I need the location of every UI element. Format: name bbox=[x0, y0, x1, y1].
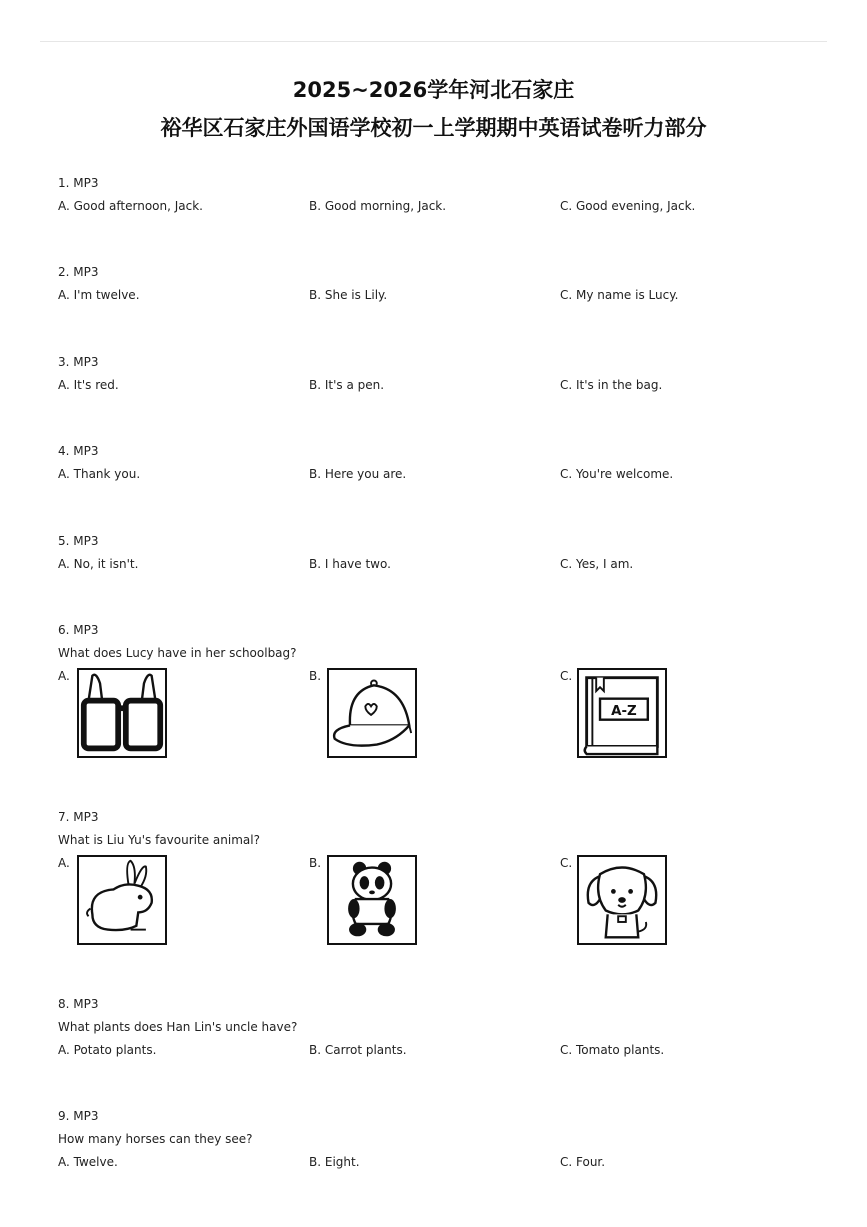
option-a[interactable]: A. No, it isn't. bbox=[58, 557, 139, 571]
option-a[interactable]: A. Twelve. bbox=[58, 1155, 118, 1169]
page-title-line2: 裕华区石家庄外国语学校初一上学期期中英语试卷听力部分 bbox=[160, 116, 707, 140]
question-stem: How many horses can they see? bbox=[58, 1132, 253, 1146]
option-a[interactable]: A. Potato plants. bbox=[58, 1043, 157, 1057]
option-c-label[interactable]: C. bbox=[560, 669, 573, 683]
option-b[interactable]: B. Good morning, Jack. bbox=[309, 199, 447, 213]
option-c[interactable]: C. Good evening, Jack. bbox=[560, 199, 696, 213]
question-number: 9. MP3 bbox=[58, 1109, 99, 1123]
cap-icon[interactable] bbox=[327, 668, 417, 758]
option-b[interactable]: B. It's a pen. bbox=[309, 378, 385, 392]
top-divider bbox=[40, 41, 827, 42]
glasses-icon[interactable] bbox=[77, 668, 167, 758]
question-number: 2. MP3 bbox=[58, 265, 99, 279]
option-c[interactable]: C. Four. bbox=[560, 1155, 606, 1169]
option-c[interactable]: C. Yes, I am. bbox=[560, 557, 634, 571]
option-b[interactable]: B. She is Lily. bbox=[309, 288, 388, 302]
option-a[interactable]: A. Thank you. bbox=[58, 467, 141, 481]
rabbit-icon[interactable] bbox=[77, 855, 167, 945]
option-c[interactable]: C. My name is Lucy. bbox=[560, 288, 679, 302]
option-c[interactable]: C. Tomato plants. bbox=[560, 1043, 665, 1057]
option-b-label[interactable]: B. bbox=[309, 669, 322, 683]
option-c[interactable]: C. It's in the bag. bbox=[560, 378, 663, 392]
option-b-label[interactable]: B. bbox=[309, 856, 322, 870]
question-number: 6. MP3 bbox=[58, 623, 99, 637]
dictionary-book-icon[interactable] bbox=[577, 668, 667, 758]
option-a-label[interactable]: A. bbox=[58, 669, 70, 683]
question-stem: What does Lucy have in her schoolbag? bbox=[58, 646, 297, 660]
question-number: 1. MP3 bbox=[58, 176, 99, 190]
option-a[interactable]: A. I'm twelve. bbox=[58, 288, 140, 302]
option-a[interactable]: A. It's red. bbox=[58, 378, 119, 392]
option-c[interactable]: C. You're welcome. bbox=[560, 467, 674, 481]
option-b[interactable]: B. Here you are. bbox=[309, 467, 407, 481]
question-6 bbox=[58, 623, 818, 763]
option-a[interactable]: A. Good afternoon, Jack. bbox=[58, 199, 203, 213]
option-a-label[interactable]: A. bbox=[58, 856, 70, 870]
question-7 bbox=[58, 810, 818, 950]
question-number: 4. MP3 bbox=[58, 444, 99, 458]
svg-text:A-Z: A-Z bbox=[611, 703, 637, 719]
option-b[interactable]: B. Eight. bbox=[309, 1155, 360, 1169]
question-number: 5. MP3 bbox=[58, 534, 99, 548]
question-number: 8. MP3 bbox=[58, 997, 99, 1011]
question-stem: What is Liu Yu's favourite animal? bbox=[58, 833, 260, 847]
option-b[interactable]: B. Carrot plants. bbox=[309, 1043, 407, 1057]
option-c-label[interactable]: C. bbox=[560, 856, 573, 870]
question-stem: What plants does Han Lin's uncle have? bbox=[58, 1020, 298, 1034]
question-number: 7. MP3 bbox=[58, 810, 99, 824]
option-b[interactable]: B. I have two. bbox=[309, 557, 391, 571]
page-title-line1: 2025~2026学年河北石家庄 bbox=[292, 78, 575, 102]
panda-icon[interactable] bbox=[327, 855, 417, 945]
dog-icon[interactable] bbox=[577, 855, 667, 945]
question-number: 3. MP3 bbox=[58, 355, 99, 369]
